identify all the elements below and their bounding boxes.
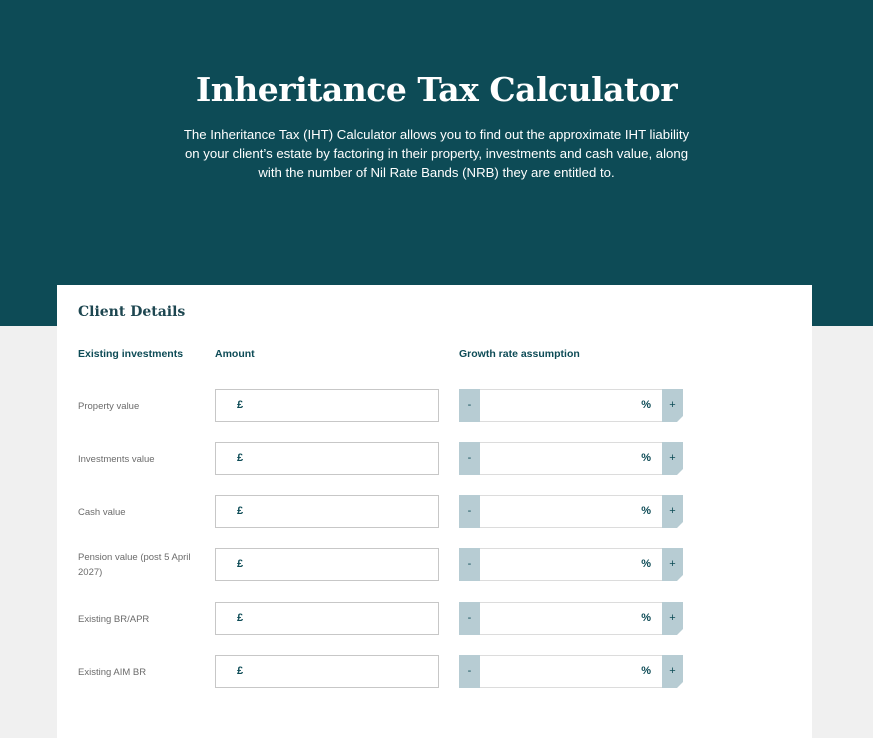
row-existing-br-apr: [57, 602, 812, 636]
row-label: Existing BR/APR: [78, 614, 150, 625]
row-investments-value: [57, 442, 812, 476]
row-cash-value: [57, 495, 812, 529]
currency-symbol: £: [237, 399, 244, 411]
row-label: Property value: [78, 401, 140, 412]
cash-growth-input[interactable]: [480, 495, 662, 528]
hero-banner: [0, 0, 873, 326]
decrement-button[interactable]: -: [459, 548, 480, 581]
row-pension-value: [57, 548, 812, 582]
decrement-button[interactable]: -: [459, 442, 480, 475]
currency-symbol: £: [237, 505, 244, 517]
row-label: Cash value: [78, 507, 126, 518]
aim-br-growth-input[interactable]: [480, 655, 662, 688]
page-title: Inheritance Tax Calculator: [195, 70, 678, 109]
row-property-value: [57, 389, 812, 423]
column-header-investments: Existing investments: [78, 348, 184, 360]
decrement-button[interactable]: -: [459, 389, 480, 422]
decrement-button[interactable]: -: [459, 495, 480, 528]
increment-button[interactable]: +: [662, 602, 683, 635]
increment-button[interactable]: +: [662, 495, 683, 528]
br-apr-growth-input[interactable]: [480, 602, 662, 635]
cash-growth-stepper: [459, 495, 683, 528]
section-title: Client Details: [78, 304, 186, 320]
percent-symbol: %: [641, 612, 651, 624]
investments-growth-stepper: [459, 442, 683, 475]
decrement-button[interactable]: -: [459, 655, 480, 688]
decrement-button[interactable]: -: [459, 602, 480, 635]
increment-button[interactable]: +: [662, 389, 683, 422]
column-header-amount: Amount: [215, 348, 255, 360]
currency-symbol: £: [237, 452, 244, 464]
pension-growth-input[interactable]: [480, 548, 662, 581]
row-label: Investments value: [78, 454, 155, 465]
increment-button[interactable]: +: [662, 442, 683, 475]
pension-growth-stepper: [459, 548, 683, 581]
percent-symbol: %: [641, 452, 651, 464]
percent-symbol: %: [641, 558, 651, 570]
br-apr-amount-input[interactable]: [215, 602, 439, 635]
column-header-growth: Growth rate assumption: [459, 348, 580, 360]
aim-br-growth-stepper: [459, 655, 683, 688]
investments-amount-input[interactable]: [215, 442, 439, 475]
aim-br-amount-input[interactable]: [215, 655, 439, 688]
investments-growth-input[interactable]: [480, 442, 662, 475]
property-growth-input[interactable]: [480, 389, 662, 422]
currency-symbol: £: [237, 665, 244, 677]
pension-amount-input[interactable]: [215, 548, 439, 581]
row-existing-aim-br: [57, 655, 812, 689]
percent-symbol: %: [641, 399, 651, 411]
row-label: Existing AIM BR: [78, 667, 147, 678]
property-growth-stepper: [459, 389, 683, 422]
currency-symbol: £: [237, 558, 244, 570]
increment-button[interactable]: +: [662, 548, 683, 581]
client-details-card: [57, 285, 812, 738]
increment-button[interactable]: +: [662, 655, 683, 688]
br-apr-growth-stepper: [459, 602, 683, 635]
currency-symbol: £: [237, 612, 244, 624]
page-description: The Inheritance Tax (IHT) Calculator allows you to find out the approximate IHT liability on your client’s estate by factoring in their property, investments and cash value, along with the number of Nil Rate Bands (NRB) they are entitled to.: [183, 127, 690, 180]
percent-symbol: %: [641, 665, 651, 677]
percent-symbol: %: [641, 505, 651, 517]
cash-amount-input[interactable]: [215, 495, 439, 528]
property-amount-input[interactable]: [215, 389, 439, 422]
row-label: Pension value (post 5 April 2027): [78, 552, 191, 578]
